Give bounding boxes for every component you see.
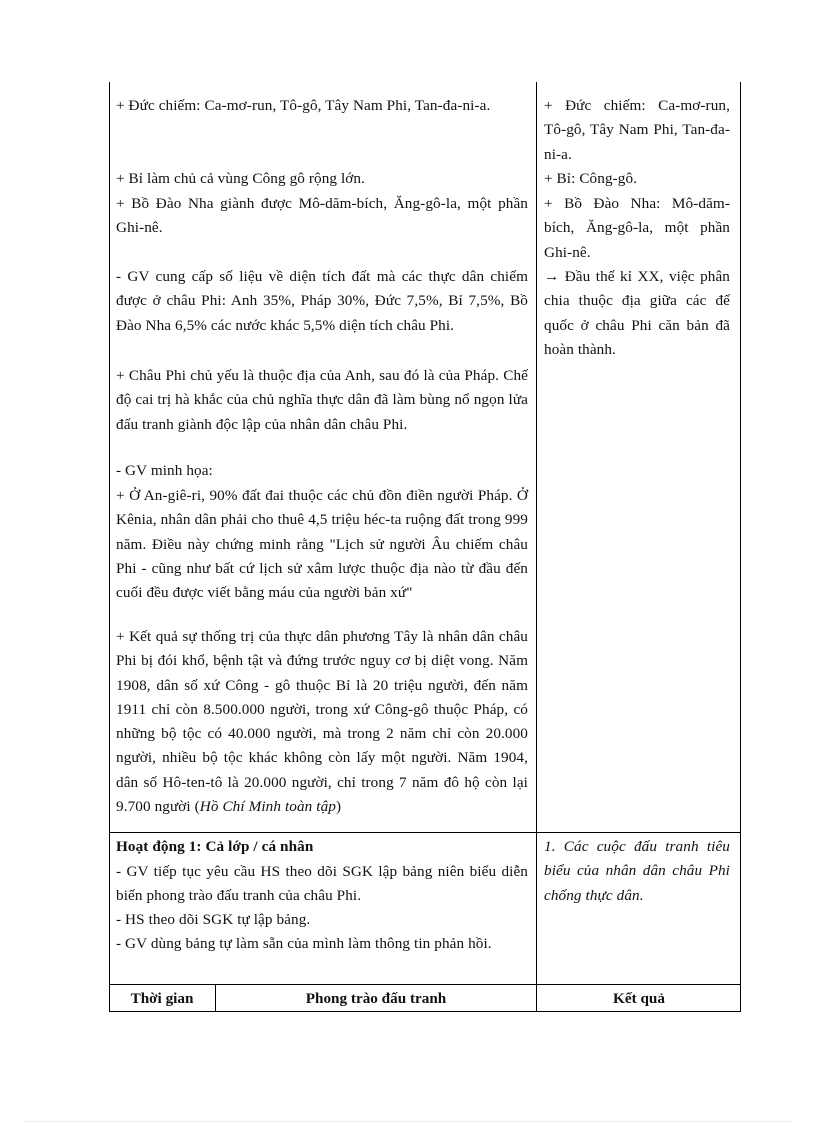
header-time: Thời gian — [130, 990, 194, 1007]
left-paragraph: - GV minh họa: — [116, 462, 213, 479]
row-divider — [109, 832, 741, 833]
paragraph-text: + Kết quả sự thống trị của thực dân phương Tây là nhân dân châu Phi bị đói khổ, bệnh tật và đứng trước nguy cơ bị diệt vong. Năm 1908, dân số xứ Công - gô thuộc Bỉ là 20 triệu người, đến năm 1911 chỉ còn 8.500.000 người, trong xứ Công-gô thuộc Pháp, có những bộ tộc có 40.000 người, mà trong 2 năm chỉ còn 20.000 người, nhiều bộ tộc khác không còn lấy một người. Năm 1904, dân số Hô-ten-tô là 20.000 người, chỉ trong 7 năm đô hộ còn lại 9.700 người ( — [116, 628, 528, 816]
activity-heading: Hoạt động 1: Cả lớp / cá nhân — [116, 838, 314, 855]
column-divider — [536, 82, 537, 1012]
left-paragraph: - GV cung cấp số liệu về diện tích đất mà các thực dân chiếm được ở châu Phi: Anh 35%, Pháp 30%, Đức 7,5%, Bỉ 7,5%, Bồ Đào Nha 6,5% các nước khác 5,5% diện tích châu Phi. — [116, 268, 528, 334]
left-paragraph: + Ở An-giê-ri, 90% đất đai thuộc các chủ đồn điền người Pháp. Ở Kênia, nhân dân phải cho thuê 4,5 triệu héc-ta ruộng đất trong 999 năm. Điều này chứng minh rằng "Lịch sử người Âu chiếm châu Phi - cũng như bất cứ lịch sử xâm lược thuộc địa nào từ đầu đến cuối đều được viết bằng máu của người bản xứ" — [116, 487, 528, 602]
left-paragraph: - HS theo dõi SGK tự lập bảng. — [116, 911, 311, 928]
left-paragraph: - GV dùng bảng tự làm sẵn của mình làm thông tin phản hồi. — [116, 935, 492, 952]
citation-close: ) — [335, 798, 342, 816]
left-paragraph: - GV tiếp tục yêu cầu HS theo dõi SGK lập bảng niên biểu diễn biến phong trào đấu tranh của châu Phi. — [116, 863, 528, 905]
left-paragraph: + Bồ Đào Nha giành được Mô-dăm-bích, Ăng-gô-la, một phần Ghi-nê. — [116, 195, 528, 237]
right-paragraph: + Bồ Đào Nha: Mô-dăm-bích, Ăng-gô-la, một phần Ghi-nê. — [544, 195, 730, 261]
right-paragraph: → Đầu thế kỉ XX, việc phân chia thuộc địa giữa các đế quốc ở châu Phi căn bản đã hoàn thành. — [544, 268, 730, 358]
left-paragraph-with-citation — [116, 625, 528, 819]
header-row-top — [109, 984, 741, 985]
header-result: Kết quả — [613, 990, 665, 1007]
citation-source: Hồ Chí Minh toàn tập — [199, 798, 336, 816]
right-paragraph: + Đức chiếm: Ca-mơ-run, Tô-gô, Tây Nam Phi, Tan-đa-ni-a. — [544, 97, 730, 163]
left-paragraph: + Châu Phi chủ yếu là thuộc địa của Anh, sau đó là của Pháp. Chế độ cai trị hà khắc của chủ nghĩa thực dân đã làm bùng nổ ngọn lửa đấu tranh giành độc lập của nhân dân châu Phi. — [116, 367, 528, 433]
right-paragraph: + Bỉ: Công-gô. — [544, 170, 638, 187]
left-paragraph: + Đức chiếm: Ca-mơ-run, Tô-gô, Tây Nam Phi, Tan-đa-ni-a. — [116, 97, 491, 114]
header-movement: Phong trào đấu tranh — [305, 990, 447, 1007]
section-heading: 1. Các cuộc đấu tranh tiêu biểu của nhân dân châu Phi chống thực dân. — [544, 838, 730, 904]
left-paragraph: + Bỉ làm chủ cả vùng Công gô rộng lớn. — [116, 170, 366, 187]
